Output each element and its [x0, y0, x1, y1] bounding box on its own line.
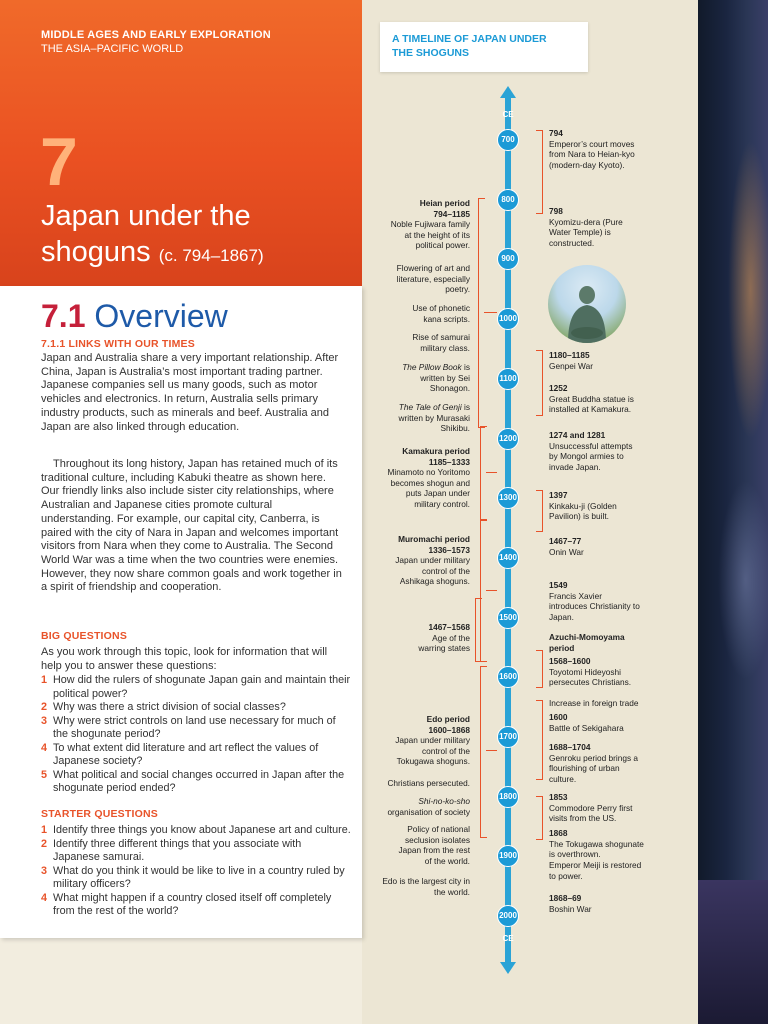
year-marker: 1000: [497, 308, 519, 330]
chapter-banner: [0, 0, 362, 286]
kamakura-bracket: [480, 426, 487, 520]
subject-title: MIDDLE AGES AND EARLY EXPLORATION: [41, 29, 271, 41]
big-questions-intro: As you work through this topic, look for information that will help you to answer these questions:: [41, 646, 328, 672]
left-column: [0, 0, 362, 1024]
timeline-title-box: [380, 22, 588, 72]
starter-questions-heading: STARTER QUESTIONS: [41, 808, 158, 820]
right-bracket-azuchi: [536, 650, 543, 688]
chapter-dates: (c. 794–1867): [158, 246, 264, 265]
event-1868-69: 1868–69 Boshin War: [549, 893, 592, 914]
kabuki-theatre-photo: [698, 0, 768, 1024]
year-marker: 2000: [497, 905, 519, 927]
event-1600: 1600 Battle of Sekigahara: [549, 712, 624, 733]
list-item: 4 What might happen if a country closed itself off completely from the rest of the world?: [41, 891, 332, 917]
paragraph-2: Throughout its long history, Japan has retained much of its traditional culture, including Kabuki theatre as shown here. Our friendly links also include sister city relationships, where Australian and Japanese cities promote cultural understanding. For example, our capital city, Canberra, is paired with the city of Nara in Japan and welcomes important visitors from Nara when they come to Australia. The Second World War was a time when the two countries were enemies. However, they now share common goals and work together in a spirit of friendship and cooperation.: [41, 458, 342, 594]
list-item: 3 Why were strict controls on land use necessary for much of the shogunate period?: [41, 714, 336, 740]
event-1467: 1467–77 Onin War: [549, 536, 584, 557]
year-marker: 800: [497, 189, 519, 211]
event-1568: 1568–1600 Toyotomi Hideyoshi persecutes Christians.: [549, 656, 632, 687]
year-marker: 1200: [497, 428, 519, 450]
year-marker: 1900: [497, 845, 519, 867]
azuchi-momoyama-period: Azuchi-Momoyama period: [549, 632, 625, 653]
edo-entry: Edo period 1600–1868 Japan under military control of the Tokugawa shoguns.: [395, 714, 470, 766]
year-marker: 1500: [497, 607, 519, 629]
pillow-book-entry: The Pillow Book is written by Sei Shonagon.: [402, 362, 470, 393]
overview-panel: [0, 286, 362, 938]
right-bracket-1853: [536, 796, 543, 840]
heian-tick: [484, 312, 497, 313]
stage-haze: [718, 480, 768, 680]
event-1397: 1397 Kinkaku-ji (Golden Pavilion) is built.: [549, 490, 617, 521]
event-794: 794 Emperor’s court moves from Nara to Heian-kyo (modern-day Kyoto).: [549, 128, 635, 170]
year-marker: 1700: [497, 726, 519, 748]
section-title: [41, 298, 228, 334]
event-1549: 1549 Francis Xavier introduces Christianity to Japan.: [549, 580, 640, 622]
heian-art-entry: Flowering of art and literature, especially poetry.: [396, 263, 470, 294]
timeline-arrow-down-icon: [500, 962, 516, 974]
right-bracket-1397: [536, 490, 543, 532]
stage-floor: [698, 880, 768, 1024]
list-item: 3 What do you think it would be like to live in a country ruled by military officers?: [41, 864, 345, 890]
heian-bracket: [478, 198, 485, 428]
edo-seclusion-entry: Policy of national seclusion isolates Japan from the rest of the world.: [398, 824, 470, 866]
list-item: 1 How did the rulers of shogunate Japan gain and maintain their political power?: [41, 674, 351, 700]
year-marker: 1300: [497, 487, 519, 509]
muromachi-tick: [486, 590, 497, 591]
warring-states-entry: 1467–1568 Age of the warring states: [418, 622, 470, 653]
list-item: 4 To what extent did literature and art reflect the values of Japanese society?: [41, 741, 319, 767]
great-buddha-photo: [548, 265, 626, 343]
big-questions-heading: BIG QUESTIONS: [41, 630, 128, 642]
stage-light: [728, 140, 768, 440]
heian-kana-entry: Use of phonetic kana scripts.: [412, 303, 470, 324]
links-heading: 7.1.1 LINKS WITH OUR TIMES: [41, 338, 195, 350]
chapter-title-line1: Japan under the: [41, 200, 251, 232]
list-item: 2 Identify three different things that you associate with Japanese samurai.: [41, 837, 302, 863]
event-798: 798 Kyomizu-dera (Pure Water Temple) is constructed.: [549, 206, 623, 248]
year-marker: 700: [497, 129, 519, 151]
year-marker: 900: [497, 248, 519, 270]
buddha-statue-icon: [548, 265, 626, 343]
list-item: 5 What political and social changes occurred in Japan after the shogunate period ended?: [41, 768, 345, 794]
timeline-axis: [505, 92, 511, 964]
event-1274: 1274 and 1281 Unsuccessful attempts by Mongol armies to invade Japan.: [549, 430, 633, 472]
event-1688: 1688–1704 Genroku period brings a flourishing of urban culture.: [549, 742, 639, 784]
edo-christians-entry: Christians persecuted.: [387, 778, 470, 788]
list-item: 2 Why was there a strict division of social classes?: [41, 701, 286, 713]
kamakura-entry: Kamakura period 1185–1333 Minamoto no Yoritomo becomes shogun and puts Japan under military control.: [387, 446, 470, 509]
subject-subtitle: THE ASIA–PACIFIC WORLD: [41, 43, 184, 55]
section-number: 7.1: [41, 298, 86, 334]
list-item: 1 Identify three things you know about Japanese art and culture.: [41, 824, 351, 836]
event-foreign-trade: Increase in foreign trade: [549, 698, 639, 708]
timeline-title: A TIMELINE OF JAPAN UNDER THE SHOGUNS: [392, 33, 547, 59]
edo-largest-city-entry: Edo is the largest city in the world.: [382, 876, 470, 897]
heian-entry: Heian period 794–1185 Noble Fujiwara family at the height of its political power.: [390, 198, 470, 250]
year-marker: 1400: [497, 547, 519, 569]
year-marker: 1800: [497, 786, 519, 808]
event-1180: 1180–1185 Genpei War: [549, 350, 593, 371]
year-marker: 1600: [497, 666, 519, 688]
right-bracket-edo-events: [536, 700, 543, 780]
edo-tick: [486, 750, 497, 751]
event-1868: 1868 The Tokugawa shogunate is overthrown.: [549, 828, 644, 859]
year-marker: 1100: [497, 368, 519, 390]
muromachi-entry: Muromachi period 1336–1573 Japan under military control of the Ashikaga shoguns.: [395, 534, 470, 586]
tale-of-genji-entry: The Tale of Genji is written by Murasaki Shikibu.: [398, 402, 470, 433]
right-bracket-1180: [536, 350, 543, 416]
edo-bracket: [480, 666, 487, 838]
event-meiji: Emperor Meiji is restored to power.: [549, 860, 642, 881]
chapter-number: 7: [40, 124, 78, 200]
heian-samurai-entry: Rise of samurai military class.: [412, 332, 470, 353]
big-questions-list: [41, 674, 351, 796]
right-bracket-794: [536, 130, 543, 214]
kamakura-tick: [486, 472, 497, 473]
paragraph-1: Japan and Australia share a very important relationship. After China, Japan is Australia’s most important trading partner. Japanese companies sell us many goods, such as motor vehicles and electronics. In return, Australia sells primary industry products, such as minerals and beef. Australia and Japan are also linked through education.: [41, 352, 339, 433]
warring-bracket: [475, 598, 482, 662]
event-1252: 1252 Great Buddha statue is installed at Kamakura.: [549, 383, 634, 414]
ce-label-top: CE: [502, 110, 514, 119]
starter-questions-list: [41, 824, 351, 919]
edo-shinokosho-entry: Shi-no-ko-sho organisation of society: [387, 796, 470, 817]
event-1853: 1853 Commodore Perry first visits from the US.: [549, 792, 633, 823]
chapter-title: [41, 198, 264, 274]
ce-label-bottom: CE: [502, 934, 514, 943]
chapter-title-line2: shoguns: [41, 236, 151, 268]
section-title-text: Overview: [94, 298, 228, 334]
